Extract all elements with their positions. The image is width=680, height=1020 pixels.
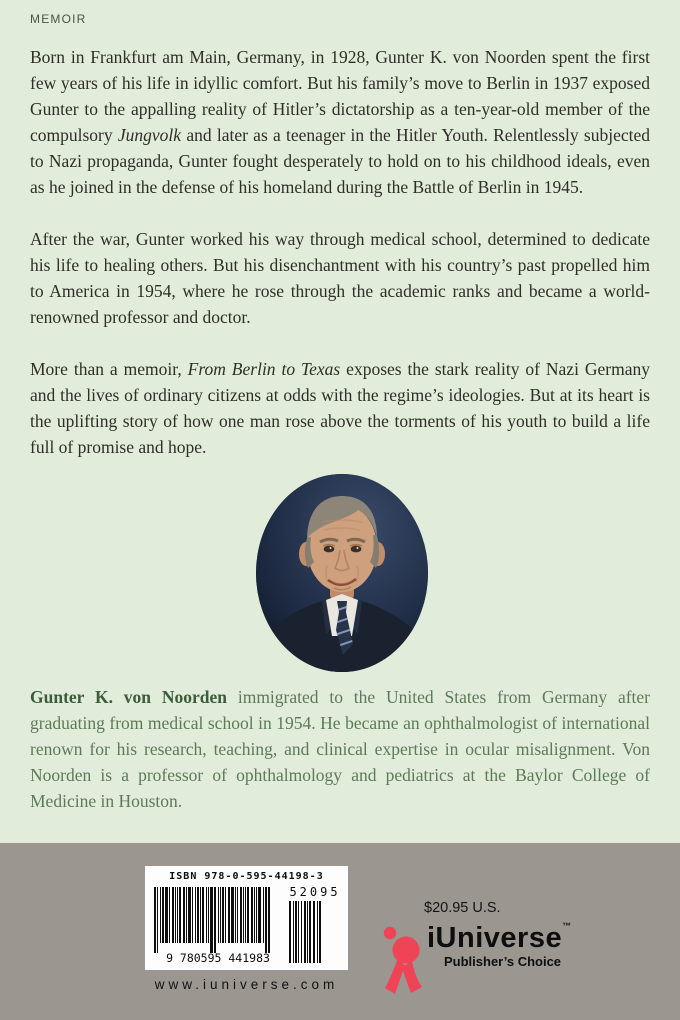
isbn-barcode — [145, 866, 348, 970]
barcode-digits: 9 780595 441983 — [166, 951, 270, 965]
synopsis — [30, 44, 650, 486]
author-photo — [256, 474, 428, 672]
barcode-bars — [154, 887, 271, 953]
trademark-symbol: ™ — [562, 921, 572, 931]
synopsis-paragraph-1: Born in Frankfurt am Main, Germany, in 1928, Gunter K. von Noorden spent the first few years of his life in idyllic comfort. But his family’s move to Berlin in 1937 exposed Gunter to the appalling reality of Hitler’s dictatorship as a ten-year-old member of the compulsory Jungvolk and later as a teenager in the Hitler Youth. Relentlessly subjected to Nazi propaganda, Gunter fought desperately to hold on to his childhood ideals, even as he joined in the defense of his homeland during the Battle of Berlin in 1945. — [30, 47, 650, 197]
publisher-website: www.iuniverse.com — [154, 977, 339, 992]
isbn-number: ISBN 978-0-595-44198-3 — [169, 871, 324, 882]
iuniverse-ribbon-icon — [381, 925, 425, 995]
synopsis-paragraph-3: More than a memoir, From Berlin to Texas exposes the stark reality of Nazi Germany and the lives of ordinary citizens at odds with the regime’s ideologies. But at its heart is the uplifting story of how one man rose above the torments of his youth to build a life full of promise and hope. — [30, 359, 650, 457]
price-label: $20.95 U.S. — [424, 900, 501, 916]
barcode-supplement-bars — [289, 901, 322, 963]
author-bio: Gunter K. von Noorden immigrated to the United States from Germany after graduating from medical school in 1954. He became an ophthalmologist of international renown for his research, teaching, and clinical expertise in ocular misalignment. Von Noorden is a professor of ophthalmology and pediatrics at the Baylor College of Medicine in Houston. — [30, 687, 650, 811]
category-label: MEMOIR — [30, 12, 87, 26]
publisher-wordmark: iUniverse — [427, 922, 563, 954]
publisher-tagline: Publisher’s Choice — [444, 954, 562, 969]
publisher-logo — [381, 923, 571, 995]
footer-bar — [0, 843, 680, 1020]
barcode-supplement-digits: 52095 — [289, 885, 341, 899]
synopsis-paragraph-2: After the war, Gunter worked his way through medical school, determined to dedicate his life to healing others. But his disenchantment with his country’s past propelled him to America in 1954, where he rose through the academic ranks and became a world-renowned professor and doctor. — [30, 229, 650, 327]
